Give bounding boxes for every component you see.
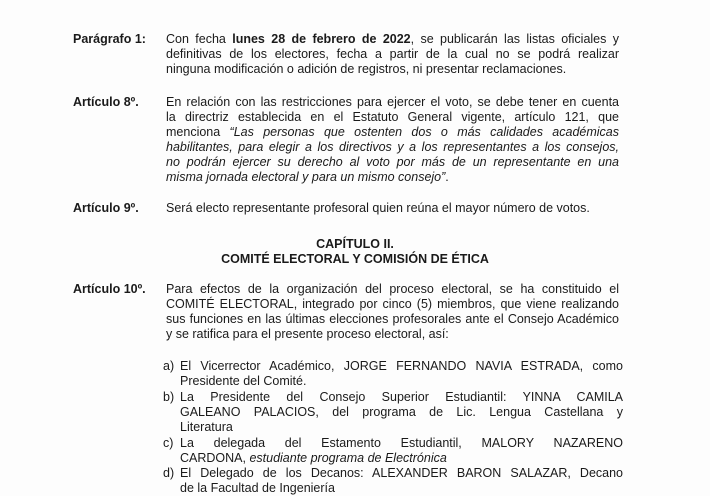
paragrafo-1-line: ninguna modificación o adición de registros, ni presentar reclamaciones.: [166, 62, 567, 76]
list-item-line: GALEANO PALACIOS, del programa de Lic. Lengua Castellana y: [180, 405, 623, 419]
articulo-8-text: [166, 95, 619, 185]
list-item-line: Literatura: [180, 420, 233, 434]
list-item-line: La delegada del Estamento Estudiantil, MALORY NAZARENO: [180, 436, 623, 450]
paragrafo-1-line: definitivas de los electores, fecha a partir de la cual no se podrá realizar: [166, 47, 619, 61]
articulo-8-line: la directriz establecida en el Estatuto General vigente, artículo 121, que: [166, 110, 619, 124]
program-italic: estudiante programa de Electrónica: [249, 451, 447, 465]
list-item-line: La Presidente del Consejo Superior Estudiantil: YINNA CAMILA: [180, 390, 623, 404]
list-item-letter: c): [163, 436, 174, 450]
text-run: CARDONA,: [180, 451, 250, 465]
list-item-letter: b): [163, 390, 175, 404]
list-item-line: El Vicerrector Académico, JORGE FERNANDO NAVIA ESTRADA, como: [180, 359, 623, 373]
articulo-10-line: sus funciones en las últimas elecciones profesorales ante el Consejo Académico: [166, 312, 619, 326]
text-run: menciona: [166, 125, 230, 139]
list-item-letter: d): [163, 466, 175, 480]
list-item-body: [180, 390, 623, 435]
articulo-9-line: Será electo representante profesoral quien reúna el mayor número de votos.: [166, 201, 590, 215]
date-bold: lunes 28 de febrero de 2022: [232, 32, 411, 46]
list-item-letter: a): [163, 359, 175, 373]
quote-italic: “Las personas que ostenten dos o más calidades académicas: [229, 125, 619, 139]
articulo-8-line: [166, 125, 619, 140]
paragrafo-1-label: Parágrafo 1:: [73, 32, 146, 46]
list-item-line: El Delegado de los Decanos: ALEXANDER BARON SALAZAR, Decano: [180, 466, 623, 480]
list-item-line: de la Facultad de Ingeniería: [180, 481, 335, 495]
articulo-10-line: Para efectos de la organización del proceso electoral, se ha constituido el: [166, 282, 619, 296]
text-run: .: [445, 170, 449, 184]
paragrafo-1-text: [166, 32, 619, 77]
articulo-8-line: no podrán ejercer su derecho al voto por más de un representante en una: [166, 155, 619, 169]
articulo-8-line: habilitantes, para elegir a los directivos y a los representantes a los consejos,: [166, 140, 619, 154]
articulo-8-label: Artículo 8º.: [73, 95, 139, 109]
articulo-8-line: En relación con las restricciones para ejercer el voto, se debe tener en cuenta: [166, 95, 619, 109]
list-item-line: Presidente del Comité.: [180, 374, 307, 388]
articulo-10-line: y se ratifica para el presente proceso electoral, así:: [166, 327, 449, 341]
quote-italic: misma jornada electoral y para un mismo consejo”: [166, 170, 446, 184]
chapter-title: CAPÍTULO II.: [316, 237, 394, 251]
text-run: , se publicarán las listas oficiales y: [410, 32, 619, 46]
articulo-9-text: [166, 201, 619, 216]
text-run: Con fecha: [166, 32, 233, 46]
list-item-line: [180, 451, 623, 466]
articulo-10-label: Artículo 10º.: [73, 282, 146, 296]
list-item-body: [180, 466, 623, 496]
paragrafo-1-line: [166, 32, 619, 47]
list-item-body: [180, 436, 623, 466]
list-item-body: [180, 359, 623, 389]
chapter-subtitle: COMITÉ ELECTORAL Y COMISIÓN DE ÉTICA: [221, 252, 489, 266]
articulo-8-line: [166, 170, 619, 185]
articulo-9-label: Artículo 9º.: [73, 201, 139, 215]
articulo-10-line: COMITÉ ELECTORAL, integrado por cinco (5) miembros, que viene realizando: [166, 297, 619, 311]
articulo-10-text: [166, 282, 619, 342]
